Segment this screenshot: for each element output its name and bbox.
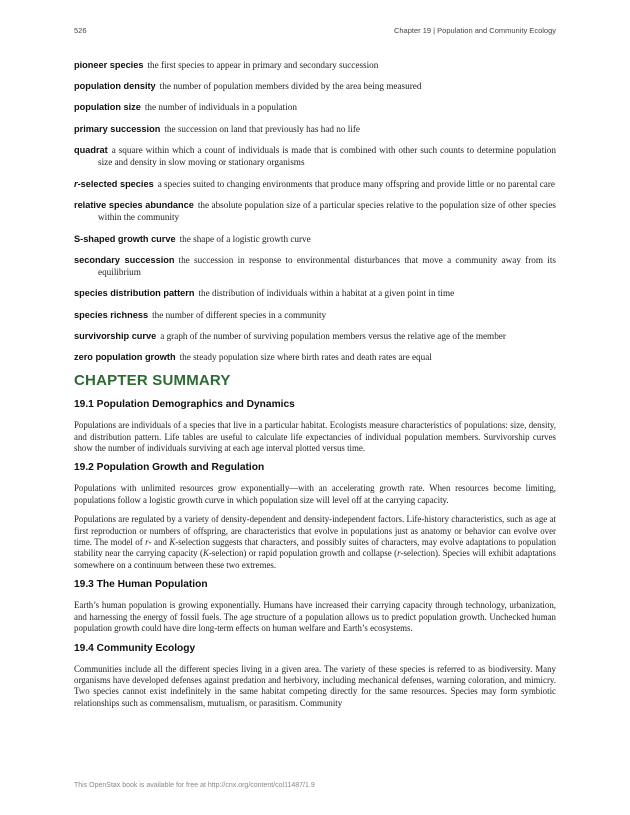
glossary-entry <box>74 233 556 246</box>
section-heading: 19.2 Population Growth and Regulation <box>74 462 265 474</box>
italic-k: K <box>169 537 176 548</box>
glossary-definition: a square within which a count of individuals is made that is combined with other such counts to determine population size and density in slow moving or stationary organisms <box>98 144 556 168</box>
glossary-term: primary succession <box>74 123 161 134</box>
glossary-term <box>74 179 154 189</box>
glossary-term-text: -selected species <box>77 178 154 189</box>
text-run: -selection) or rapid population growth and collapse ( <box>208 548 398 559</box>
glossary-definition: a species suited to changing environments that produce many offspring and provide little or no parental care <box>157 178 556 189</box>
glossary-definition: the number of different species in a community <box>152 309 327 320</box>
section-heading: 19.1 Population Demographics and Dynamics <box>74 399 295 411</box>
text-run: Populations are regulated by a variety of density-dependent and density-independent factors. Life-history characteristics, such as age at first reproduction or numbers of offspring, are characteristics that evolve in populations just as anatomy or behavior can evolve over time. The model of <box>74 514 556 548</box>
glossary-definition: the succession on land that previously has had no life <box>164 123 361 134</box>
page-number: 526 <box>74 26 87 35</box>
glossary-definition: the first species to appear in primary and secondary succession <box>147 60 379 70</box>
glossary-entry <box>74 351 556 364</box>
glossary-term: relative species abundance <box>74 199 194 210</box>
glossary-definition: the distribution of individuals within a habitat at a given point in time <box>198 288 455 299</box>
section-heading: 19.3 The Human Population <box>74 579 208 591</box>
text-run: -selection suggests that characters, and possibly suites of characters, may evolve adaptations to population stability near the carrying capacity ( <box>74 537 556 559</box>
italic-r: r <box>145 537 149 548</box>
glossary-term: survivorship curve <box>74 330 157 341</box>
glossary-definition: the absolute population size of a particular species relative to the population size of other species within the community <box>98 199 556 223</box>
italic-r: r <box>397 548 401 559</box>
glossary-term: pioneer species <box>74 60 144 70</box>
glossary-term: species distribution pattern <box>74 288 195 299</box>
glossary-term: secondary succession <box>74 254 175 265</box>
section-heading: 19.4 Community Ecology <box>74 642 196 654</box>
glossary-term: population size <box>74 102 141 113</box>
glossary-entry <box>74 330 556 343</box>
glossary-definition: the number of population members divided by the area being measured <box>159 81 422 92</box>
page-content <box>74 59 556 717</box>
glossary-entry <box>74 178 556 191</box>
glossary-definition: the shape of a logistic growth curve <box>179 233 311 244</box>
glossary-term: species richness <box>74 309 149 320</box>
glossary-term-italic: r <box>74 178 78 189</box>
running-header: Chapter 19 | Population and Community Ecology <box>393 26 556 35</box>
glossary-definition: a graph of the number of surviving population members versus the relative age of the member <box>160 330 506 341</box>
glossary-entry <box>74 309 556 322</box>
glossary-term: S-shaped growth curve <box>74 233 176 244</box>
glossary-term: population density <box>74 81 156 92</box>
glossary <box>74 59 556 364</box>
glossary-definition: the succession in response to environmental disturbances that move a community away from its equilibrium <box>98 254 556 278</box>
glossary-entry <box>74 101 556 114</box>
summary-paragraph: Communities include all the different species living in a given area. The variety of these species is referred to as biodiversity. Many organisms have developed defenses against predation and herbivory, including mechanical defenses, warning coloration, and mimicry. Two species cannot exist indefinitely in the same habitat competing directly for the same resources. Species may form symbiotic relationships such as commensalism, mutualism, or parasitism. Community <box>74 663 556 708</box>
text-run: -selection). Species will exhibit adaptations somewhere on a continuum between these two extremes. <box>74 548 556 570</box>
glossary-term: zero population growth <box>74 352 176 363</box>
summary-paragraph: Populations are individuals of a species that live in a particular habitat. Ecologists measure characteristics of populations: size, density, and distribution pattern. Life tables are useful to calculate life expectancies of individual population members. Survivorship curves show the number of individuals surviving at each age interval plotted versus time. <box>74 420 556 454</box>
summary-paragraph: Populations with unlimited resources grow exponentially—with an accelerating growth rate. When resources become limiting, populations follow a logistic growth curve in which population size will level off at the carrying capacity. <box>74 483 556 505</box>
italic-k: K <box>203 548 209 559</box>
glossary-definition: the steady population size where birth rates and death rates are equal <box>179 352 432 363</box>
glossary-entry <box>74 123 556 136</box>
glossary-entry <box>74 144 556 169</box>
glossary-term: quadrat <box>74 144 108 155</box>
summary-paragraph: Earth’s human population is growing exponentially. Humans have increased their carrying capacity through technology, urbanization, and harnessing the energy of fossil fuels. The age structure of a population allows us to predict population growth. Unchecked human population growth could have dire long-term effects on human welfare and Earth’s ecosystems. <box>74 600 556 634</box>
glossary-entry <box>74 80 556 93</box>
glossary-entry <box>74 59 556 72</box>
chapter-summary-heading: CHAPTER SUMMARY <box>74 372 231 390</box>
glossary-entry <box>74 199 556 224</box>
glossary-definition: the number of individuals in a population <box>144 102 297 113</box>
page-footer: This OpenStax book is available for free at http://cnx.org/content/col11487/1.9 <box>74 782 315 789</box>
glossary-entry <box>74 254 556 279</box>
glossary-entry <box>74 287 556 300</box>
summary-paragraph <box>74 514 556 571</box>
text-run: - and <box>148 537 170 548</box>
